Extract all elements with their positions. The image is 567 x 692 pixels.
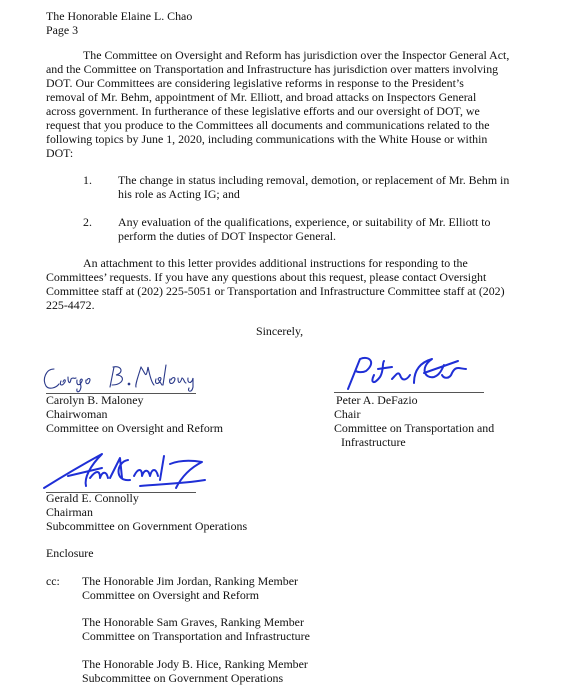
defazio-name: Peter A. DeFazio xyxy=(336,393,418,407)
paragraph-line: Committee staff at (202) 225-5051 or Transportation and Infrastructure Committee staff at (202) xyxy=(46,284,505,298)
paragraph-line: and the Committee on Transportation and Infrastructure has jurisdiction over matters involving xyxy=(46,62,499,76)
defazio-signature xyxy=(340,353,480,393)
intro-paragraph xyxy=(46,48,526,160)
connolly-org: Subcommittee on Government Operations xyxy=(46,519,248,533)
addressee-line: The Honorable Elaine L. Chao xyxy=(46,9,193,23)
defazio-org: Committee on Transportation and xyxy=(334,421,495,435)
paragraph-line: DOT. Our Committees are considering legislative reforms in response to the President’s xyxy=(46,76,464,90)
list-item-line: his role as Acting IG; and xyxy=(118,187,240,201)
enclosure-label: Enclosure xyxy=(46,546,94,560)
paragraph-line: 225-4472. xyxy=(46,298,95,312)
paragraph-line: across government. In furtherance of these legislative efforts and our oversight of DOT, we xyxy=(46,104,480,118)
closing-paragraph xyxy=(46,256,526,312)
maloney-title: Chairwoman xyxy=(46,407,108,421)
defazio-signature-graphic xyxy=(340,353,480,393)
cc-recipient-name: The Honorable Sam Graves, Ranking Member xyxy=(82,615,304,629)
list-item-line: Any evaluation of the qualifications, experience, or suitability of Mr. Elliott to xyxy=(118,215,491,229)
maloney-signature-graphic xyxy=(40,357,205,395)
list-item-line: perform the duties of DOT Inspector General. xyxy=(118,229,337,243)
defazio-org-cont: Infrastructure xyxy=(341,435,406,449)
cc-recipient-name: The Honorable Jody B. Hice, Ranking Member xyxy=(82,657,308,671)
cc-label: cc: xyxy=(46,574,60,588)
list-item-text xyxy=(118,215,528,243)
paragraph-line: Committees’ requests. If you have any questions about this request, please contact Oversight xyxy=(46,270,487,284)
paragraph-line: removal of Mr. Behm, appointment of Mr. Elliott, and broad attacks on Inspectors General xyxy=(46,90,477,104)
connolly-name: Gerald E. Connolly xyxy=(46,491,139,505)
cc-recipient-committee: Committee on Transportation and Infrastructure xyxy=(82,629,310,643)
list-number: 1. xyxy=(83,173,92,187)
paragraph-line: The Committee on Oversight and Reform has jurisdiction over the Inspector General Act, xyxy=(83,48,510,62)
paragraph-line: request that you produce to the Committees all documents and communications related to the xyxy=(46,118,490,132)
maloney-org: Committee on Oversight and Reform xyxy=(46,421,224,435)
paragraph-line: An attachment to this letter provides additional instructions for responding to the xyxy=(83,256,468,270)
page-number-label: Page 3 xyxy=(46,23,79,37)
list-item-line: The change in status including removal, demotion, or replacement of Mr. Behm in xyxy=(118,173,510,187)
list-number: 2. xyxy=(83,215,92,229)
sign-off: Sincerely, xyxy=(256,324,304,338)
defazio-title: Chair xyxy=(334,407,361,421)
connolly-title: Chairman xyxy=(46,505,93,519)
paragraph-line: DOT: xyxy=(46,146,74,160)
list-item-text xyxy=(118,173,528,201)
maloney-signature xyxy=(40,357,205,395)
cc-recipient-committee: Committee on Oversight and Reform xyxy=(82,588,260,602)
cc-recipient-committee: Subcommittee on Government Operations xyxy=(82,671,284,685)
maloney-name: Carolyn B. Maloney xyxy=(46,393,144,407)
paragraph-line: following topics by June 1, 2020, including communications with the White House or within xyxy=(46,132,488,146)
cc-recipient-name: The Honorable Jim Jordan, Ranking Member xyxy=(82,574,298,588)
